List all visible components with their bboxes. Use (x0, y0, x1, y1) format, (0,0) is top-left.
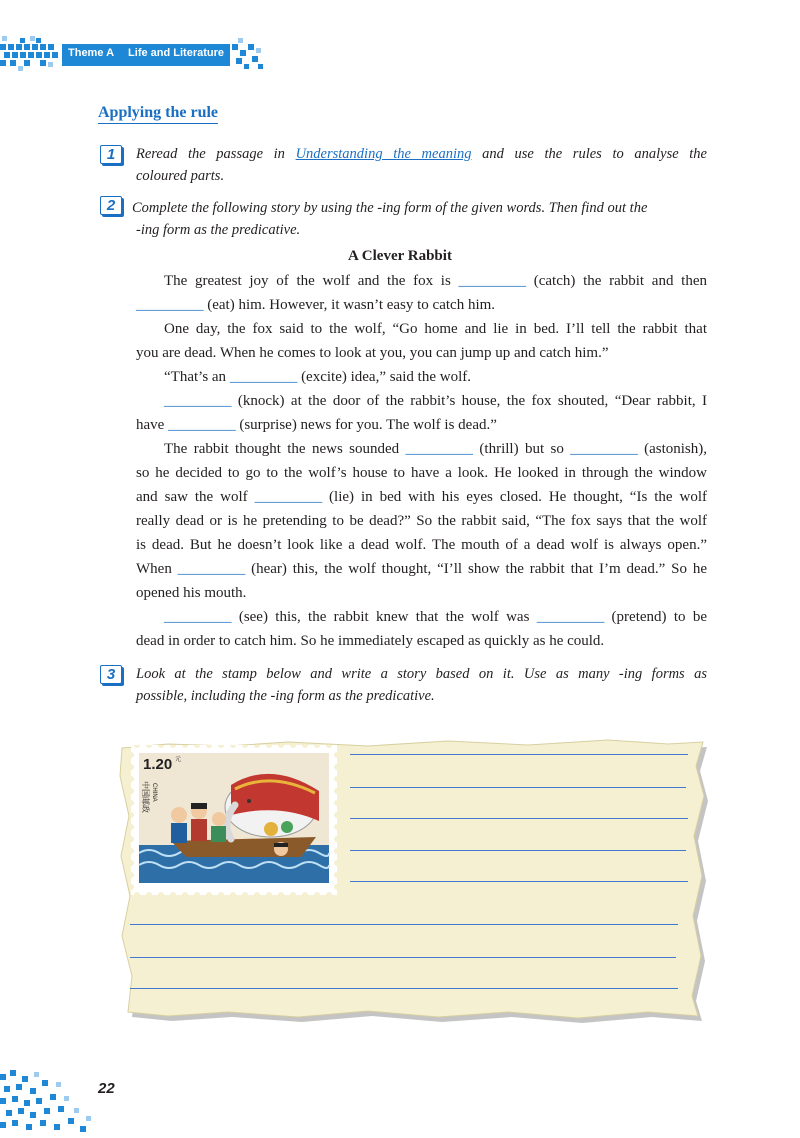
answer-blank[interactable]: _________ (536, 609, 605, 625)
task-3-line1: Look at the stamp below and write a story based on it. Use as many -ing forms as (136, 666, 707, 682)
task-2-line2: -ing form as the predicative. (136, 222, 301, 238)
story-line: so he decided to go to the wolf’s house to have a look. He looked in through the window (136, 465, 707, 481)
story-line: really dead or is he pretending to be dead?” So the rabbit said, “The fox says that the wolf (136, 513, 707, 529)
story-title: A Clever Rabbit (348, 248, 452, 264)
section-title: Applying the rule (98, 104, 218, 124)
answer-blank[interactable]: _________ (458, 273, 527, 289)
task-number-badge: 3 (100, 665, 122, 684)
task-number-badge: 1 (100, 145, 122, 164)
writing-line[interactable] (350, 754, 688, 755)
story-line: you are dead. When he comes to look at you, you can jump up and catch him.” (136, 345, 609, 361)
task-1-text: Reread the passage in (136, 146, 296, 162)
stamp-value: 1.20 (143, 756, 173, 773)
answer-blank[interactable]: _________ (177, 561, 246, 577)
answer-blank[interactable]: _________ (164, 609, 232, 625)
theme-label: Theme A (68, 47, 115, 59)
task-2-line1: Complete the following story by using the -ing form of the given words. Then find out the (132, 200, 648, 216)
writing-line[interactable] (350, 787, 686, 788)
stamp-image (131, 745, 337, 895)
task-1-instruction (136, 143, 707, 187)
task-3-instruction (136, 663, 707, 707)
answer-blank[interactable]: _________ (164, 393, 232, 409)
task-2-instruction (132, 197, 707, 241)
stamp-country-en: CHINA (151, 783, 157, 802)
story-line: _________ (eat) him. However, it wasn’t easy to catch him. (136, 297, 496, 313)
story-line: and saw the wolf _________ (lie) in bed with his eyes closed. He thought, “Is the wolf (136, 489, 708, 505)
story-line: One day, the fox said to the wolf, “Go home and lie in bed. I’ll tell the rabbit that (164, 321, 707, 337)
answer-blank[interactable]: _________ (254, 489, 323, 505)
answer-blank[interactable]: _________ (229, 369, 298, 385)
theme-heading (68, 47, 224, 59)
writing-line[interactable] (130, 988, 678, 989)
story-line: The greatest joy of the wolf and the fox is _________ (catch) the rabbit and then (164, 273, 707, 289)
answer-blank[interactable]: _________ (168, 417, 236, 433)
writing-line[interactable] (350, 850, 686, 851)
theme-name: Life and Literature (128, 47, 225, 59)
story-line: _________ (see) this, the rabbit knew that the wolf was _________ (pretend) to be (164, 609, 707, 625)
story-line: opened his mouth. (136, 585, 247, 601)
story-line: _________ (knock) at the door of the rabbit’s house, the fox shouted, “Dear rabbit, I (164, 393, 707, 409)
page-number: 22 (98, 1080, 115, 1097)
answer-blank[interactable]: _________ (570, 441, 638, 457)
understanding-meaning-link[interactable]: Understanding the meaning (295, 146, 472, 162)
answer-blank[interactable]: _________ (405, 441, 474, 457)
task-1-text-cont: and use the rules to analyse the (471, 146, 707, 162)
task-1-line2: coloured parts. (136, 168, 225, 184)
task-3-line2: possible, including the -ing form as the predicative. (136, 688, 435, 704)
footer-pixel-pattern (0, 1068, 96, 1138)
story-line: The rabbit thought the news sounded _________ (thrill) but so _________ (astonish), (164, 441, 707, 457)
writing-line[interactable] (130, 924, 678, 925)
writing-line[interactable] (350, 881, 688, 882)
story-line: have _________ (surprise) news for you. The wolf is dead.” (136, 417, 497, 433)
stamp-country-cn: 中国邮政 (141, 781, 150, 813)
writing-line[interactable] (130, 957, 676, 958)
story-line: dead in order to catch him. So he immediately escaped as quickly as he could. (136, 633, 605, 649)
task-number-badge: 2 (100, 196, 122, 215)
story-line: “That’s an _________ (excite) idea,” said the wolf. (164, 369, 471, 385)
writing-line[interactable] (350, 818, 688, 819)
stamp-currency: 元 (175, 756, 182, 763)
answer-blank[interactable]: _________ (136, 297, 204, 313)
story-line: When _________ (hear) this, the wolf thought, “I’ll show the rabbit that I’m dead.” So he (136, 561, 707, 577)
story-line: is dead. But he doesn’t look like a dead wolf. The mouth of a dead wolf is always open.” (136, 537, 707, 553)
